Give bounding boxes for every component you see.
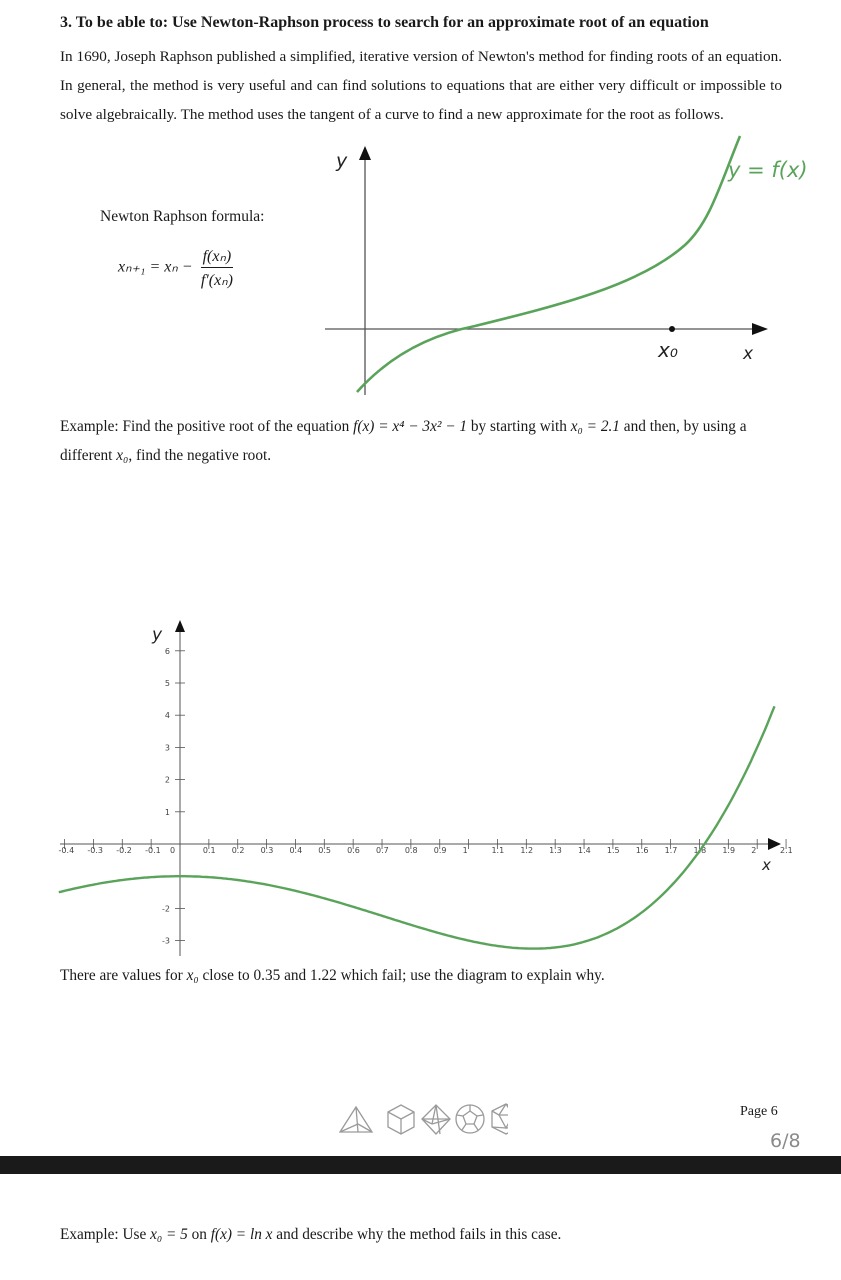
plot-y-tick-label: 3 — [164, 743, 170, 753]
plot-x-tick-label: -0.2 — [116, 846, 132, 855]
plot-x-tick-label: -0.4 — [58, 846, 75, 855]
example-positive-root: Example: Find the positive root of the equation f(x) = x⁴ − 3x² − 1 by starting with x₀ = 2.1 and then, by using a different x₀, find the negative root. — [60, 418, 747, 464]
formula-fraction — [201, 246, 234, 290]
plot-x-tick-label: 1.8 — [693, 846, 707, 855]
diagram1-x-label: x — [743, 344, 754, 364]
polyhedra-logo — [336, 1102, 508, 1136]
plot-x-tick-label: 1 — [462, 846, 468, 855]
plot-x-tick-label: 1.7 — [664, 846, 678, 855]
tetrahedron-icon — [340, 1107, 372, 1132]
plot-x-tick-label: 0.6 — [347, 846, 360, 855]
function-plot — [0, 600, 841, 960]
x0-label: x₀ — [658, 338, 678, 362]
diagram1-y-arrow — [359, 146, 371, 160]
plot-y-arrow — [175, 620, 185, 632]
formula-label: Newton Raphson formula: — [100, 208, 265, 225]
plot-x-tick-label: 1.3 — [549, 846, 562, 855]
plot-x-tick-label: 0.7 — [376, 846, 389, 855]
plot-y-tick-label: 4 — [164, 711, 170, 721]
plot-x-tick-label: 1.4 — [578, 846, 591, 855]
plot-x-tick-label: 2 — [751, 846, 757, 855]
page-divider-bar — [0, 1156, 841, 1174]
formula-lhs: xₙ₊₁ = xₙ − — [118, 258, 193, 276]
plot-y-tick-label: 1 — [164, 807, 170, 817]
plot-x-tick-label: 1.1 — [491, 846, 505, 855]
page-counter: 6/8 — [770, 1130, 801, 1152]
plot-x-tick-label: -0.3 — [87, 846, 104, 855]
plot-x-tick-label: 0.4 — [289, 846, 303, 855]
section-heading: 3. To be able to: Use Newton-Raphson process to search for an approximate root of an equation — [60, 14, 709, 31]
newton-raphson-formula — [118, 246, 233, 290]
plot-x-arrow — [768, 838, 781, 850]
diagram1-y-label: y — [336, 150, 348, 172]
example1-equation: f(x) = x⁴ − 3x² − 1 — [353, 418, 468, 435]
intro-paragraph: In 1690, Joseph Raphson published a simplified, iterative version of Newton's method for finding roots of an equation. In general, the method is very useful and can find solutions to equations that are either very difficult or impossible to solve algebraically. The method uses the tangent of a curve to find a new approximate for the root as follows. — [60, 48, 782, 123]
plot-x-tick-label: 0.5 — [318, 846, 332, 855]
plot-y-tick-label: 5 — [164, 679, 170, 688]
page-number: Page 6 — [740, 1104, 778, 1119]
dodecahedron-icon — [456, 1105, 484, 1133]
plot-x-tick-label: 0 — [170, 846, 176, 855]
plot-y-tick-label: 6 — [164, 646, 170, 656]
plot-x-tick-label: 0.3 — [260, 846, 274, 855]
plot-x-tick-label: 1.6 — [635, 846, 649, 855]
plot-x-tick-label: -0.1 — [145, 846, 161, 855]
plot-x-tick-label: 0.2 — [231, 846, 245, 855]
plot-x-label: x — [762, 856, 771, 874]
fail-explanation: There are values for x₀ close to 0.35 and 1.22 which fail; use the diagram to explain why. — [60, 967, 605, 984]
example1-start: x₀ = 2.1 — [570, 418, 620, 435]
octahedron-icon — [422, 1105, 450, 1134]
formula-denominator: f′(xₙ) — [200, 272, 233, 289]
diagram1-curve — [357, 136, 740, 392]
plot-y-tick-label: 2 — [164, 775, 170, 785]
plot-x-tick-label: 0.1 — [202, 846, 216, 855]
plot-y-label: y — [152, 625, 163, 645]
curve-label: y = f(x) — [728, 158, 808, 182]
diagram1-x-arrow — [752, 323, 768, 335]
plot-y-tick-label: -3 — [162, 936, 170, 946]
example-ln-failure: Example: Use x₀ = 5 on f(x) = ln x and describe why the method fails in this case. — [60, 1226, 562, 1243]
tangent-diagram — [300, 130, 841, 405]
plot-x-tick-label: 1.5 — [606, 846, 620, 855]
formula-numerator: f(xₙ) — [201, 246, 234, 268]
plot-y-tick-label: -2 — [162, 904, 170, 914]
plot-x-tick-label: 1.9 — [722, 846, 736, 855]
icosahedron-icon — [492, 1104, 508, 1134]
plot-x-tick-label: 0.8 — [404, 846, 418, 855]
plot-x-tick-label: 2.1 — [780, 846, 793, 855]
plot-x-tick-label: 0.9 — [433, 846, 447, 855]
plot-x-tick-label: 1.2 — [520, 846, 534, 855]
x0-point — [669, 326, 675, 332]
cube-icon — [388, 1105, 414, 1134]
